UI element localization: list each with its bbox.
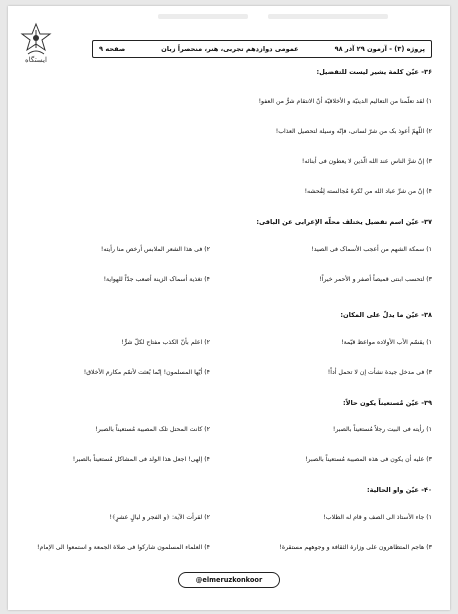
exam-title: پروژه (۳) - آزمون ۲۹ آذر ۹۸ [334, 45, 425, 53]
exam-page [8, 6, 450, 610]
q36-option-4: ۴) إنّ من شرِّ عباد الله من تُکرهُ مُجالسته لِفُحشه! [304, 188, 432, 195]
q38-option-2: ۲) اعلم بأنّ الکذب مفتاح لکلّ شرٍّ! [121, 339, 210, 346]
q38-option-1: ۱) یقسّم الأب الأولاده مواعظ قیّمة! [341, 339, 432, 346]
q37-option-2: ۲) فی هذا الشعر الملابس أرخص منا رأیته! [100, 246, 210, 253]
faded-text [158, 14, 248, 19]
question-39-title: ۳۹- عیّن مُستعیناً یکون حالاً: [342, 399, 432, 407]
q36-option-1: ۱) لقد تعلّمنا من التعالیم الدینیّة و الأخلاقیّة أنّ الانتقام شرٌّ من العفو! [258, 98, 432, 105]
footer-handle: @elmeruzkonkoor [195, 576, 263, 584]
question-40-title: ۴۰- عیّن واو الحالیة: [366, 486, 432, 494]
question-37-title: ۳۷- عیّن اسم تفضیل یختلف محلّه الإعرابی عن الباقی: [256, 218, 432, 226]
q38-option-4: ۴) أیّها المسلمون! إنّما بُعثت لأتمّم مکارم الأخلاق! [83, 369, 210, 376]
q39-option-2: ۲) کانت المحتل تلک المصیبة مُستعیناً بالصبر! [95, 426, 210, 433]
q39-option-1: ۱) رأیته فی البیت رجلاً مُستعیناً بالصبر! [332, 426, 432, 433]
q36-option-3: ۳) إنّ شرَّ الناس عند الله الّذین لا یعطون فی أبنائه! [301, 158, 432, 165]
q40-option-3: ۳) هاجم المتظاهرون علی وزارة الثقافة و وجوههم مستقرة! [279, 544, 432, 551]
q38-option-3: ۳) فی مدخل جیدة نشأت إن لا تحمل أداً! [327, 369, 432, 376]
question-36-title: ۳۶- عیّن کلمة یشیر لیست للتفضیل: [316, 68, 432, 76]
q40-option-2: ۲) لقرأت الآیة: ﴿و الفجر و لیالٍ عشرٍ﴾! [109, 514, 210, 521]
q37-option-3: ۳) لتحسب ابنتی قمیصاً أصفر و الأحمر خیراً! [319, 276, 432, 283]
faded-top-strip [8, 6, 450, 32]
q36-option-2: ۲) اللّهمّ أعوذ بک من شرّ لسانی، فإنّه وسیلة لتحصیل العذاب! [275, 128, 432, 135]
q39-option-3: ۳) علیه أن یکون فی هذه المصیبة مُستعیناً بالصبر! [305, 456, 432, 463]
q37-option-4: ۴) تغذیة أسماک الزینة أصعب جدّاً للهوایة! [103, 276, 210, 283]
q37-option-1: ۱) سمکة الشهم من أعجب الأسماک فی الصید! [311, 246, 432, 253]
q39-option-4: ۴) إلهی! اجعل هذا الولد فی المشاکل مُستعیناً بالصبر! [72, 456, 210, 463]
q40-option-1: ۱) جاء الأستاذ الی الصف و قام له الطلاب! [323, 514, 432, 521]
question-38-title: ۳۸- عیّن ما یدلّ علی المکان: [340, 311, 432, 319]
exam-header [92, 40, 432, 58]
logo-caption: ایستگاه [25, 56, 47, 64]
footer-channel-badge [178, 572, 280, 588]
exam-subject: عمومی دوازدهم تجربی، هنر، منحصراً زبان [161, 45, 299, 53]
faded-text [268, 14, 388, 19]
q40-option-4: ۴) العلماء المسلمون شارکوا فی صلاة الجمعة و استمعوا الی الإمام! [37, 544, 210, 551]
page-number: صفحه ۹ [99, 45, 126, 53]
